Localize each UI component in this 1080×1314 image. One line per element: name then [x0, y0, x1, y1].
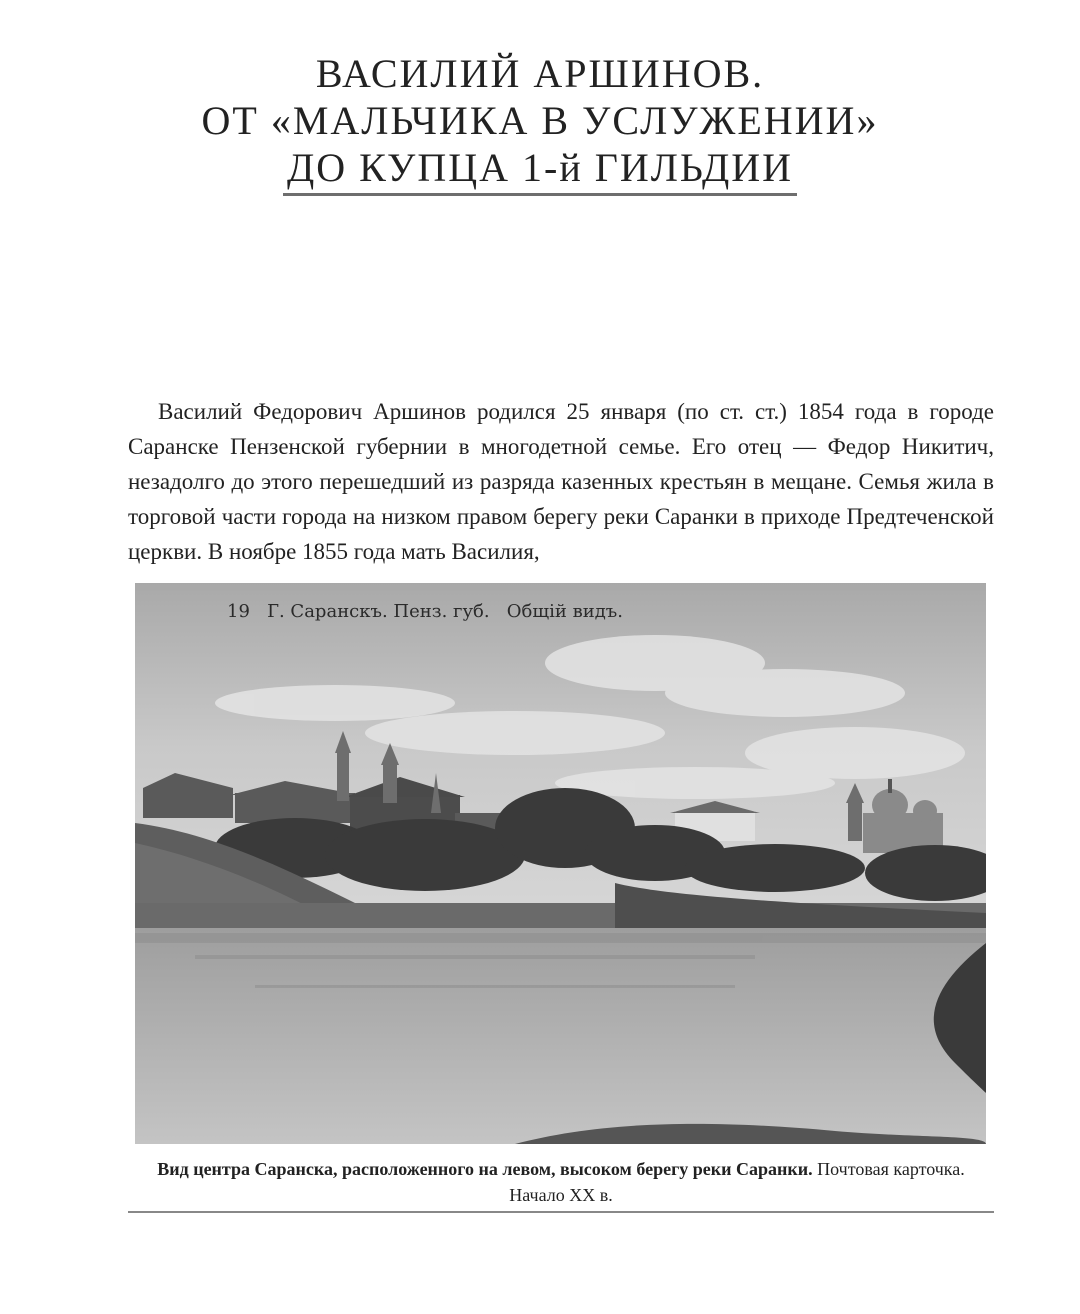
title-line-1: ВАСИЛИЙ АРШИНОВ. [315, 51, 765, 96]
photo-caption [128, 1156, 994, 1208]
caption-regular: Почтовая карточка. Начало XX в. [509, 1159, 965, 1205]
title-line-3: ДО КУПЦА 1-й ГИЛЬДИИ [283, 147, 797, 196]
river-water [135, 928, 986, 1144]
caption-bold: Вид центра Саранска, расположенного на левом, высоком берегу реки Саранки. [157, 1159, 813, 1179]
body-paragraph: Василий Федорович Аршинов родился 25 января (по ст. ст.) 1854 года в городе Саранске Пензенской губернии в многодетной семье. Его отец — Федор Никитич, незадолго до этого перешедший из разряда казенных крестьян в мещане. Семья жила в торговой части города на низком правом берегу реки Саранки в приходе Предтеченской церкви. В ноябре 1855 года мать Василия, [128, 399, 994, 564]
title-line-2: ОТ «МАЛЬЧИКА В УСЛУЖЕНИИ» [201, 98, 879, 143]
chapter-title [0, 50, 1080, 196]
postcard-photo [135, 583, 986, 1144]
caption-divider [128, 1211, 994, 1213]
postcard-caption: 19 Г. Саранскъ. Пенз. губ. Общій видъ. [227, 601, 623, 622]
